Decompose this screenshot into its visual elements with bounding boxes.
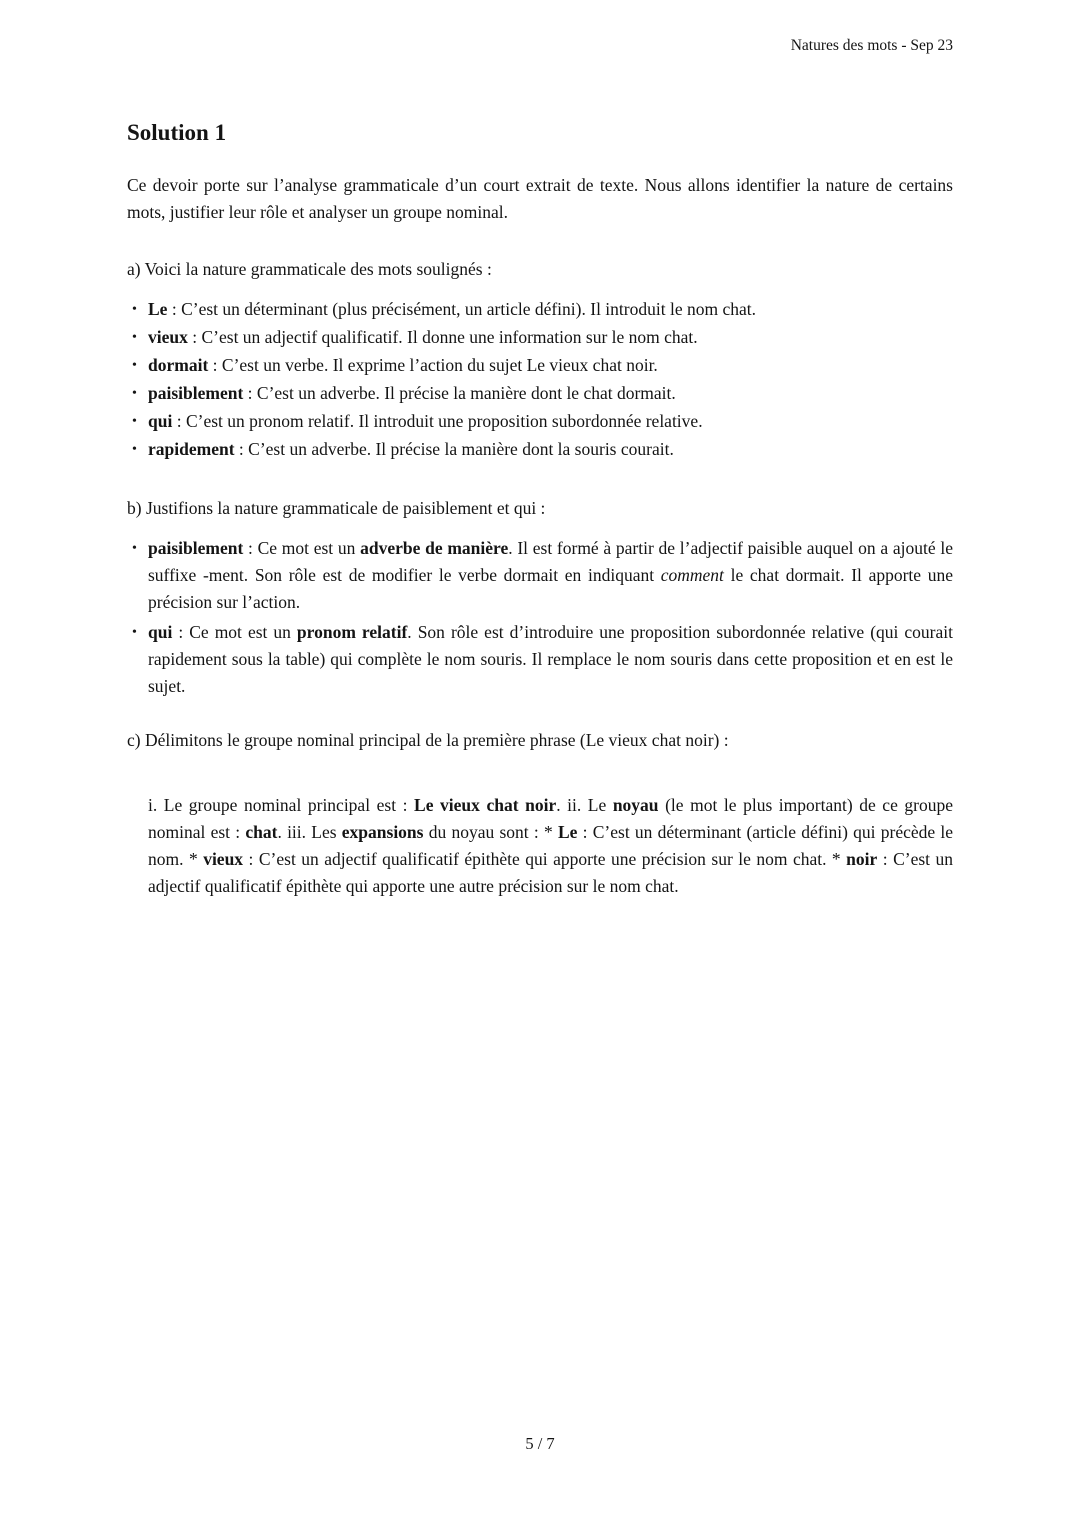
section-c-paragraph (127, 792, 953, 900)
list-item (127, 352, 953, 379)
bold-text: paisiblement (148, 538, 244, 558)
plain-text: : C’est un déterminant (plus précisément, un article défini). Il introduit le nom chat. (167, 299, 756, 319)
plain-text: : C’est un adverbe. Il précise la manière dont la souris courait. (234, 439, 674, 459)
plain-text: . iii. Les (277, 822, 342, 842)
plain-text: : C’est un déterminant (article défini) qui précède le nom. * (148, 822, 954, 869)
bold-text: adverbe de manière (360, 538, 509, 558)
bold-text: dormait (148, 355, 209, 375)
plain-text: : C’est un pronom relatif. Il introduit une proposition subordonnée relative. (172, 411, 703, 431)
section-b-heading: b) Justifions la nature grammaticale de paisiblement et qui : (127, 498, 546, 518)
list-item (127, 296, 953, 323)
page-number: 5 / 7 (525, 1434, 555, 1453)
plain-text: : C’est un verbe. Il exprime l’action du sujet Le vieux chat noir. (208, 355, 658, 375)
section-a-list (127, 296, 953, 463)
bold-text: paisiblement (148, 383, 244, 403)
list-item (127, 324, 953, 351)
plain-text: i. Le groupe nominal principal est : (148, 795, 415, 815)
plain-text: : C’est un adjectif qualificatif épithète qui apporte une précision sur le nom chat. * (243, 849, 847, 869)
bold-text: vieux (148, 327, 188, 347)
bold-text: noyau (612, 795, 659, 815)
list-item (127, 619, 953, 700)
bold-text: rapidement (148, 439, 235, 459)
section-a-heading: a) Voici la nature grammaticale des mots soulignés : (127, 259, 492, 279)
bold-text: qui (148, 411, 173, 431)
section-b-list (127, 535, 953, 700)
plain-text: : C’est un adjectif qualificatif épithète qui apporte une autre précision sur le nom chat. (148, 849, 953, 896)
plain-text: le chat dormait. Il apporte une précision sur l’action. (148, 565, 953, 612)
bold-text: qui (148, 622, 173, 642)
list-item (127, 436, 953, 463)
bold-text: Le (148, 299, 168, 319)
plain-text: (le mot le plus important) de ce groupe nominal est : (148, 795, 953, 842)
section-c-heading: c) Délimitons le groupe nominal principal de la première phrase (Le vieux chat noir) : (127, 730, 729, 750)
intro-paragraph (127, 172, 953, 226)
bold-text: chat (245, 822, 278, 842)
plain-text: Ce devoir porte sur l’analyse grammaticale d’un court extrait de texte. Nous allons identifier la nature de certains mots, justifier leur rôle et analyser un groupe nominal. (127, 175, 953, 222)
list-item (127, 380, 953, 407)
plain-text: . Il est formé à partir de l’adjectif paisible auquel on a ajouté le suffixe -ment. Son rôle est de modifier le verbe dormait en indiquant (148, 538, 953, 585)
list-item (127, 535, 953, 616)
bold-text: Le vieux chat noir (414, 795, 557, 815)
plain-text: : C’est un adverbe. Il précise la manière dont le chat dormait. (243, 383, 676, 403)
plain-text: : Ce mot est un (243, 538, 361, 558)
plain-text: . ii. Le (556, 795, 613, 815)
plain-text: : C’est un adjectif qualificatif. Il donne une information sur le nom chat. (187, 327, 698, 347)
plain-text: . Son rôle est d’introduire une proposition subordonnée relative (qui courait rapidement sous la table) qui complète le nom souris. Il remplace le nom souris dans cette proposition et en est le sujet. (148, 622, 954, 696)
bold-text: noir (846, 849, 878, 869)
list-item (127, 408, 953, 435)
bold-text: expansions (341, 822, 424, 842)
plain-text: du noyau sont : * (423, 822, 558, 842)
bold-text: vieux (203, 849, 244, 869)
plain-text: : Ce mot est un (172, 622, 297, 642)
bold-text: pronom relatif (296, 622, 408, 642)
italic-text: comment (660, 565, 724, 585)
page-header: Natures des mots - Sep 23 (790, 37, 953, 54)
page-title: Solution 1 (127, 120, 227, 145)
bold-text: Le (557, 822, 578, 842)
